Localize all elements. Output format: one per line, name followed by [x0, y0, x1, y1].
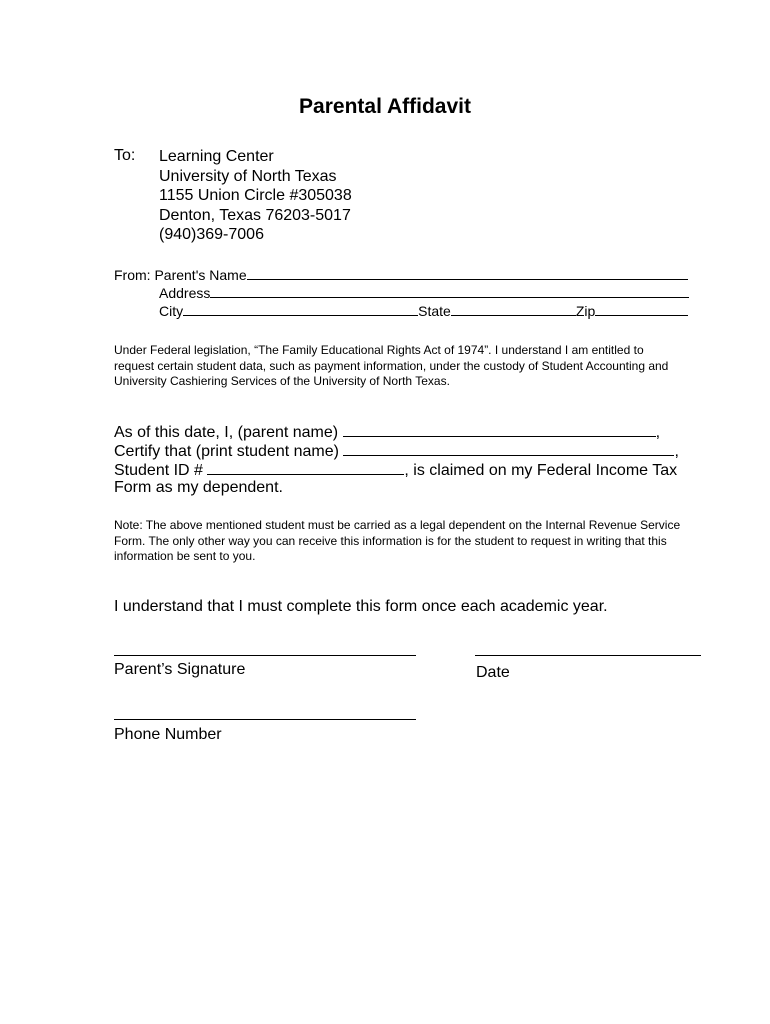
legislation-paragraph: Under Federal legislation, “The Family Educational Rights Act of 1974”. I understand I am entitled to request certain student data, such as payment information, under the custody of Student Accounting and University Cashiering Services of the University of North Texas.: [114, 343, 669, 388]
state-field[interactable]: [451, 302, 576, 316]
parents-name-field[interactable]: [247, 266, 688, 280]
cert-student-name-label: Certify that (print student name): [114, 443, 344, 460]
to-label: To:: [114, 147, 136, 164]
date-line[interactable]: [475, 655, 701, 656]
recipient-line: Learning Center: [159, 148, 274, 165]
cert-line-4: Form as my dependent.: [114, 479, 283, 496]
from-parent-name-row: [114, 266, 688, 284]
note-paragraph: Note: The above mentioned student must be carried as a legal dependent on the Internal Revenue Service Form. The only other way you can receive this information is for the student to request in writing that this information be sent to you.: [114, 518, 681, 563]
state-label: State: [418, 303, 451, 319]
recipient-address: [159, 147, 352, 245]
parents-name-label: Parent's Name: [154, 267, 247, 283]
city-field[interactable]: [183, 302, 418, 316]
cert-claimed-text: , is claimed on my Federal Income Tax: [404, 462, 678, 479]
city-label: City: [159, 303, 184, 319]
zip-label: Zip: [575, 303, 596, 319]
recipient-line: (940)369-7006: [159, 226, 264, 243]
cert-student-id-field[interactable]: [207, 459, 404, 475]
phone-number-line[interactable]: [114, 719, 416, 720]
from-address-row: [159, 284, 689, 302]
page-title: Parental Affidavit: [299, 95, 471, 118]
address-field[interactable]: [210, 284, 689, 298]
cert-comma: ,: [655, 424, 661, 441]
address-label: Address: [159, 285, 211, 301]
parent-signature-label: Parent’s Signature: [114, 661, 246, 678]
cert-comma: ,: [674, 443, 679, 460]
cert-parent-name-label: As of this date, I, (parent name): [114, 424, 343, 441]
recipient-line: University of North Texas: [159, 167, 337, 185]
cert-parent-name-field[interactable]: [343, 421, 656, 437]
annual-statement: I understand that I must complete this form once each academic year.: [114, 598, 608, 615]
recipient-line: Denton, Texas 76203-5017: [159, 206, 351, 224]
from-label: From:: [114, 267, 151, 283]
parent-signature-line[interactable]: [114, 655, 416, 656]
recipient-line: 1155 Union Circle #305038: [159, 187, 352, 204]
cert-student-name-field[interactable]: [343, 440, 674, 456]
phone-number-label: Phone Number: [114, 726, 222, 743]
date-label: Date: [476, 664, 510, 681]
zip-field[interactable]: [595, 302, 688, 316]
cert-student-id-label: Student ID #: [114, 462, 208, 479]
from-city-row: [159, 302, 688, 320]
